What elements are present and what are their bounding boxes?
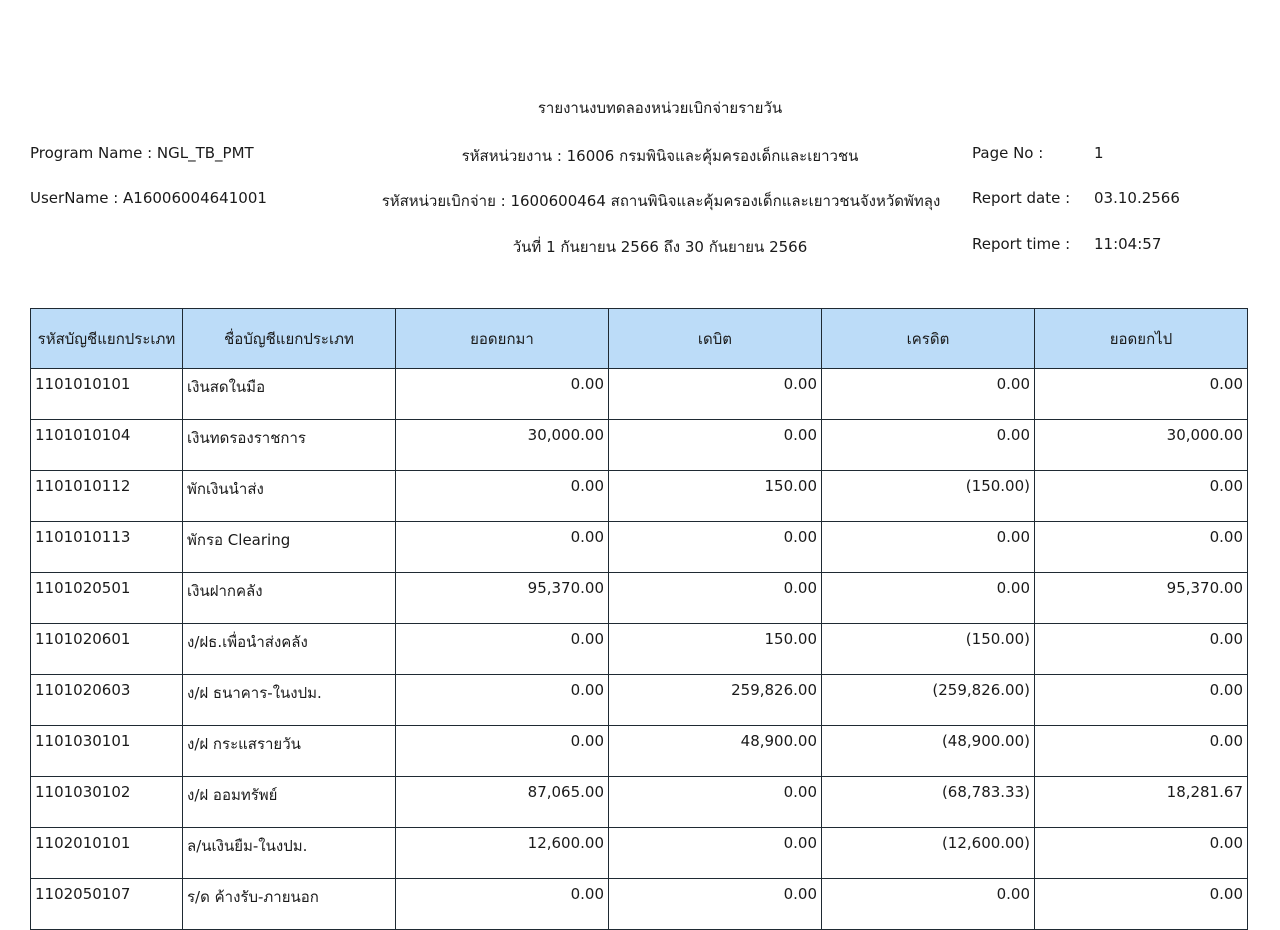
cell-credit: (259,826.00) bbox=[822, 675, 1035, 726]
cell-credit: (12,600.00) bbox=[822, 828, 1035, 879]
table-row bbox=[31, 471, 1248, 522]
cell-account-code: 1101010113 bbox=[31, 522, 183, 573]
cell-closing-balance: 0.00 bbox=[1035, 624, 1248, 675]
cell-opening-balance: 0.00 bbox=[396, 879, 609, 930]
report-time-label: Report time : bbox=[972, 235, 1071, 253]
cell-account-name: ง/ฝ ธนาคาร-ในงปม. bbox=[183, 675, 396, 726]
cell-account-name: ง/ฝ กระแสรายวัน bbox=[183, 726, 396, 777]
cell-debit: 150.00 bbox=[609, 471, 822, 522]
cell-account-name: พักรอ Clearing bbox=[183, 522, 396, 573]
cell-credit: 0.00 bbox=[822, 420, 1035, 471]
cell-closing-balance: 0.00 bbox=[1035, 726, 1248, 777]
table-row bbox=[31, 828, 1248, 879]
date-range-line: วันที่ 1 กันยายน 2566 ถึง 30 กันยายน 2566 bbox=[512, 238, 808, 256]
cell-closing-balance: 30,000.00 bbox=[1035, 420, 1248, 471]
cell-opening-balance: 0.00 bbox=[396, 675, 609, 726]
report-date-label: Report date : bbox=[972, 189, 1071, 207]
cell-closing-balance: 95,370.00 bbox=[1035, 573, 1248, 624]
table-row bbox=[31, 624, 1248, 675]
cell-debit: 0.00 bbox=[609, 777, 822, 828]
cell-account-code: 1101020601 bbox=[31, 624, 183, 675]
user-name: UserName : A16006004641001 bbox=[30, 189, 267, 207]
cell-account-code: 1101010112 bbox=[31, 471, 183, 522]
header-debit: เดบิต bbox=[609, 309, 822, 369]
cell-credit: 0.00 bbox=[822, 879, 1035, 930]
table-row bbox=[31, 522, 1248, 573]
cell-account-code: 1101030102 bbox=[31, 777, 183, 828]
table-row bbox=[31, 777, 1248, 828]
cell-account-name: ง/ฝ ออมทรัพย์ bbox=[183, 777, 396, 828]
cell-account-code: 1102010101 bbox=[31, 828, 183, 879]
trial-balance-table bbox=[30, 308, 1248, 930]
cell-account-code: 1101010101 bbox=[31, 369, 183, 420]
cell-closing-balance: 0.00 bbox=[1035, 879, 1248, 930]
cell-debit: 0.00 bbox=[609, 522, 822, 573]
page-no-label: Page No : bbox=[972, 144, 1044, 162]
cell-debit: 0.00 bbox=[609, 828, 822, 879]
cell-account-code: 1101030101 bbox=[31, 726, 183, 777]
cell-credit: (68,783.33) bbox=[822, 777, 1035, 828]
cell-opening-balance: 0.00 bbox=[396, 369, 609, 420]
cell-debit: 150.00 bbox=[609, 624, 822, 675]
cell-account-name: ร/ด ค้างรับ-ภายนอก bbox=[183, 879, 396, 930]
report-date-value: 03.10.2566 bbox=[1094, 189, 1180, 207]
table-row bbox=[31, 369, 1248, 420]
cell-opening-balance: 0.00 bbox=[396, 471, 609, 522]
cell-account-name: เงินทดรองราชการ bbox=[183, 420, 396, 471]
cell-debit: 0.00 bbox=[609, 420, 822, 471]
table-row bbox=[31, 573, 1248, 624]
table-row bbox=[31, 420, 1248, 471]
cell-debit: 259,826.00 bbox=[609, 675, 822, 726]
cell-closing-balance: 18,281.67 bbox=[1035, 777, 1248, 828]
cell-account-name: พักเงินนำส่ง bbox=[183, 471, 396, 522]
report-title: รายงานงบทดลองหน่วยเบิกจ่ายรายวัน bbox=[537, 99, 783, 117]
cell-closing-balance: 0.00 bbox=[1035, 675, 1248, 726]
cell-credit: (150.00) bbox=[822, 624, 1035, 675]
disbursing-unit-line: รหัสหน่วยเบิกจ่าย : 1600600464 สถานพินิจและคุ้มครองเด็กและเยาวชนจังหวัดพัทลุง bbox=[381, 192, 941, 210]
cell-account-name: เงินฝากคลัง bbox=[183, 573, 396, 624]
cell-credit: 0.00 bbox=[822, 522, 1035, 573]
cell-closing-balance: 0.00 bbox=[1035, 522, 1248, 573]
header-opening-balance: ยอดยกมา bbox=[396, 309, 609, 369]
cell-closing-balance: 0.00 bbox=[1035, 471, 1248, 522]
cell-account-name: เงินสดในมือ bbox=[183, 369, 396, 420]
cell-account-code: 1101020603 bbox=[31, 675, 183, 726]
cell-debit: 0.00 bbox=[609, 879, 822, 930]
cell-account-code: 1102050107 bbox=[31, 879, 183, 930]
cell-account-name: ง/ฝธ.เพื่อนำส่งคลัง bbox=[183, 624, 396, 675]
header-account-name: ชื่อบัญชีแยกประเภท bbox=[183, 309, 396, 369]
table-header-row bbox=[31, 309, 1248, 369]
cell-account-name: ล/นเงินยืม-ในงปม. bbox=[183, 828, 396, 879]
agency-line: รหัสหน่วยงาน : 16006 กรมพินิจและคุ้มครองเด็กและเยาวชน bbox=[461, 147, 859, 165]
cell-closing-balance: 0.00 bbox=[1035, 828, 1248, 879]
header-credit: เครดิต bbox=[822, 309, 1035, 369]
table-row bbox=[31, 675, 1248, 726]
cell-opening-balance: 87,065.00 bbox=[396, 777, 609, 828]
cell-credit: (150.00) bbox=[822, 471, 1035, 522]
cell-debit: 48,900.00 bbox=[609, 726, 822, 777]
cell-opening-balance: 0.00 bbox=[396, 726, 609, 777]
cell-account-code: 1101010104 bbox=[31, 420, 183, 471]
cell-debit: 0.00 bbox=[609, 573, 822, 624]
table-row bbox=[31, 726, 1248, 777]
cell-opening-balance: 0.00 bbox=[396, 522, 609, 573]
cell-credit: 0.00 bbox=[822, 369, 1035, 420]
cell-account-code: 1101020501 bbox=[31, 573, 183, 624]
page-no-value: 1 bbox=[1094, 144, 1104, 162]
cell-debit: 0.00 bbox=[609, 369, 822, 420]
program-name: Program Name : NGL_TB_PMT bbox=[30, 144, 254, 162]
report-time-value: 11:04:57 bbox=[1094, 235, 1162, 253]
cell-credit: (48,900.00) bbox=[822, 726, 1035, 777]
cell-credit: 0.00 bbox=[822, 573, 1035, 624]
header-closing-balance: ยอดยกไป bbox=[1035, 309, 1248, 369]
cell-opening-balance: 30,000.00 bbox=[396, 420, 609, 471]
cell-opening-balance: 0.00 bbox=[396, 624, 609, 675]
cell-opening-balance: 12,600.00 bbox=[396, 828, 609, 879]
table-row bbox=[31, 879, 1248, 930]
cell-opening-balance: 95,370.00 bbox=[396, 573, 609, 624]
header-account-code: รหัสบัญชีแยกประเภท bbox=[31, 309, 183, 369]
cell-closing-balance: 0.00 bbox=[1035, 369, 1248, 420]
